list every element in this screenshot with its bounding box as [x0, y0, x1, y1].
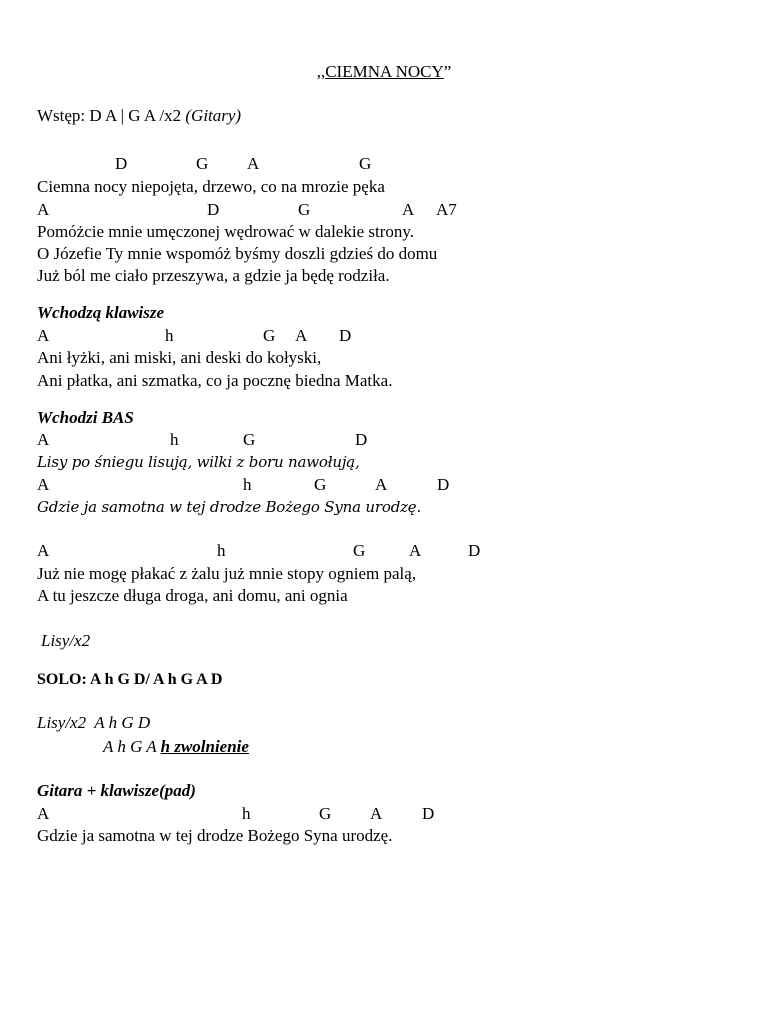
chord: A: [37, 475, 50, 494]
chord: A: [37, 326, 50, 345]
chord: A: [37, 430, 50, 449]
chord: A: [402, 200, 415, 219]
chord: D: [422, 804, 435, 823]
chord: A: [295, 326, 308, 345]
chord: G: [263, 326, 276, 345]
chord: G: [353, 541, 366, 560]
section-heading: Gitara + klawisze(pad): [37, 781, 196, 800]
chord: G: [196, 154, 209, 173]
lyric-line: O Józefie Ty mnie wspomóż byśmy doszli gdzieś do domu: [37, 244, 438, 263]
ending-line: A h G A h zwolnienie: [103, 737, 249, 756]
chord: A: [409, 541, 422, 560]
chord: D: [468, 541, 481, 560]
chord: D: [437, 475, 450, 494]
lyric-line: Gdzie ja samotna w tej drodze Bożego Syna urodzę.: [37, 498, 422, 516]
chord: G: [359, 154, 372, 173]
solo-line: SOLO: A h G D/ A h G A D: [37, 671, 223, 688]
chord: A: [37, 541, 50, 560]
lyric-line: Gdzie ja samotna w tej drodze Bożego Syna urodzę.: [37, 826, 393, 845]
chord: h: [243, 475, 252, 494]
lyric-line: A tu jeszcze długa droga, ani domu, ani ognia: [37, 586, 348, 605]
lyric-line: Lisy po śniegu lisują, wilki z boru nawołują,: [37, 453, 360, 471]
section-heading: Wchodzi BAS: [37, 408, 134, 427]
chord-line: [37, 326, 737, 346]
chord: A: [37, 200, 50, 219]
chord-line: [37, 200, 737, 220]
chord: D: [339, 326, 352, 345]
chord: D: [115, 154, 128, 173]
chord-line: [37, 804, 737, 824]
chord: A7: [436, 200, 457, 219]
chord: A: [37, 804, 50, 823]
chord: h: [170, 430, 179, 449]
lyric-line: Pomóżcie mnie umęczonej wędrować w dalekie strony.: [37, 222, 415, 241]
intro-line: [37, 106, 241, 126]
chord: G: [319, 804, 332, 823]
song-title-name: CIEMNA NOCY: [325, 62, 444, 81]
intro-label: Wstęp: D A | G A /x2: [37, 106, 186, 125]
intro-note: (Gitary): [185, 106, 242, 125]
chord: A: [247, 154, 260, 173]
chord: D: [355, 430, 368, 449]
chord-line: [37, 430, 737, 450]
repeat-note: Lisy/x2: [41, 631, 91, 650]
chord-line: [37, 475, 737, 495]
chord: A: [375, 475, 388, 494]
chord: h: [165, 326, 174, 345]
lyric-line: Już nie mogę płakać z żalu już mnie stopy ogniem palą,: [37, 564, 417, 583]
ending-line: Lisy/x2 A h G D: [37, 713, 151, 732]
chord: D: [207, 200, 220, 219]
chord: G: [243, 430, 256, 449]
section-heading: Wchodzą klawisze: [37, 303, 165, 322]
chord-line: [37, 541, 737, 561]
song-title: ,,CIEMNA NOCY”: [316, 62, 452, 81]
lyric-line: Ani łyżki, ani miski, ani deski do kołyski,: [37, 348, 322, 367]
lyric-line: Już ból me ciało przeszywa, a gdzie ja będę rodziła.: [37, 266, 390, 285]
chord: h: [217, 541, 226, 560]
tempo-marking: h zwolnienie: [160, 737, 249, 756]
chord-line: [37, 154, 737, 174]
chord: G: [298, 200, 311, 219]
chord: A: [370, 804, 383, 823]
chord: h: [242, 804, 251, 823]
chord: G: [314, 475, 327, 494]
lyric-line: Ciemna nocy niepojęta, drzewo, co na mrozie pęka: [37, 177, 385, 196]
lyric-line: Ani płatka, ani szmatka, co ja pocznę biedna Matka.: [37, 371, 393, 390]
